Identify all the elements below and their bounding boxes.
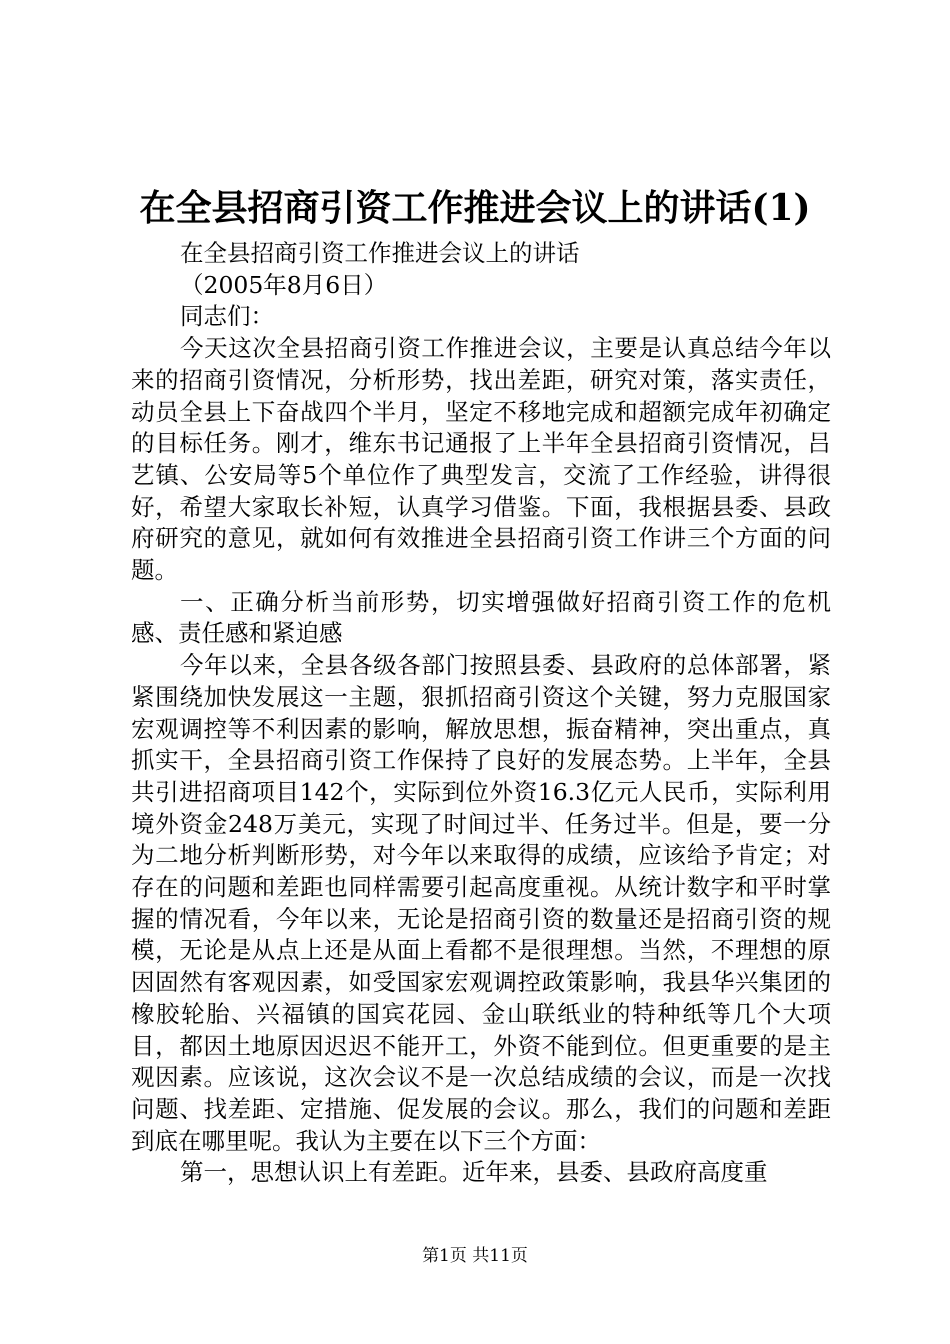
salutation: 同志们： xyxy=(180,302,274,331)
speech-date: （2005年8月6日） xyxy=(180,270,388,299)
paragraph-situation: 今年以来，全县各级各部门按照县委、县政府的总体部署，紧紧围绕加快发展这一主题，狠抓招商引资这个关键，努力克服国家宏观调控等不利因素的影响，解放思想，振奋精神，突出重点，真抓实干，全县招商引资工作保持了良好的发展态势。上半年，全县共引进招商项目142个，实际到位外资16.3亿元人民币，实际利用境外资金248万美元，实现了时间过半、任务过半。但是，要一分为二地分析判断形势，对今年以来取得的成绩，应该给予肯定；对存在的问题和差距也同样需要引起高度重视。从统计数字和平时掌握的情况看，今年以来，无论是招商引资的数量还是招商引资的规模，无论是从点上还是从面上看都不是很理想。当然，不理想的原因固然有客观因素，如受国家宏观调控政策影响，我县华兴集团的橡胶轮胎、兴福镇的国宾花园、金山联纸业的特种纸等几个大项目，都因土地原因迟迟不能开工，外资不能到位。但更重要的是主观因素。应该说，这次会议不是一次总结成绩的会议，而是一次找问题、找差距、定措施、促发展的会议。那么，我们的问题和差距到底在哪里呢。我认为主要在以下三个方面： xyxy=(131,651,831,1155)
section-heading-one: 一、正确分析当前形势，切实增强做好招商引资工作的危机感、责任感和紧迫感 xyxy=(131,587,831,648)
paragraph-opening: 今天这次全县招商引资工作推进会议，主要是认真总结今年以来的招商引资情况，分析形势，找出差距，研究对策，落实责任，动员全县上下奋战四个半月，坚定不移地完成和超额完成年初确定的目标任务。刚才，维东书记通报了上半年全县招商引资情况，吕艺镇、公安局等5个单位作了典型发言，交流了工作经验，讲得很好，希望大家取长补短，认真学习借鉴。下面，我根据县委、县政府研究的意见，就如何有效推进全县招商引资工作讲三个方面的问题。 xyxy=(131,334,831,585)
document-title: 在全县招商引资工作推进会议上的讲话(1) xyxy=(139,187,811,229)
paragraph-first-gap: 第一，思想认识上有差距。近年来，县委、县政府高度重 xyxy=(180,1158,768,1187)
page-footer: 第1页 共11页 xyxy=(422,1246,528,1266)
document-body xyxy=(131,238,831,1189)
speech-subtitle: 在全县招商引资工作推进会议上的讲话 xyxy=(180,239,580,267)
